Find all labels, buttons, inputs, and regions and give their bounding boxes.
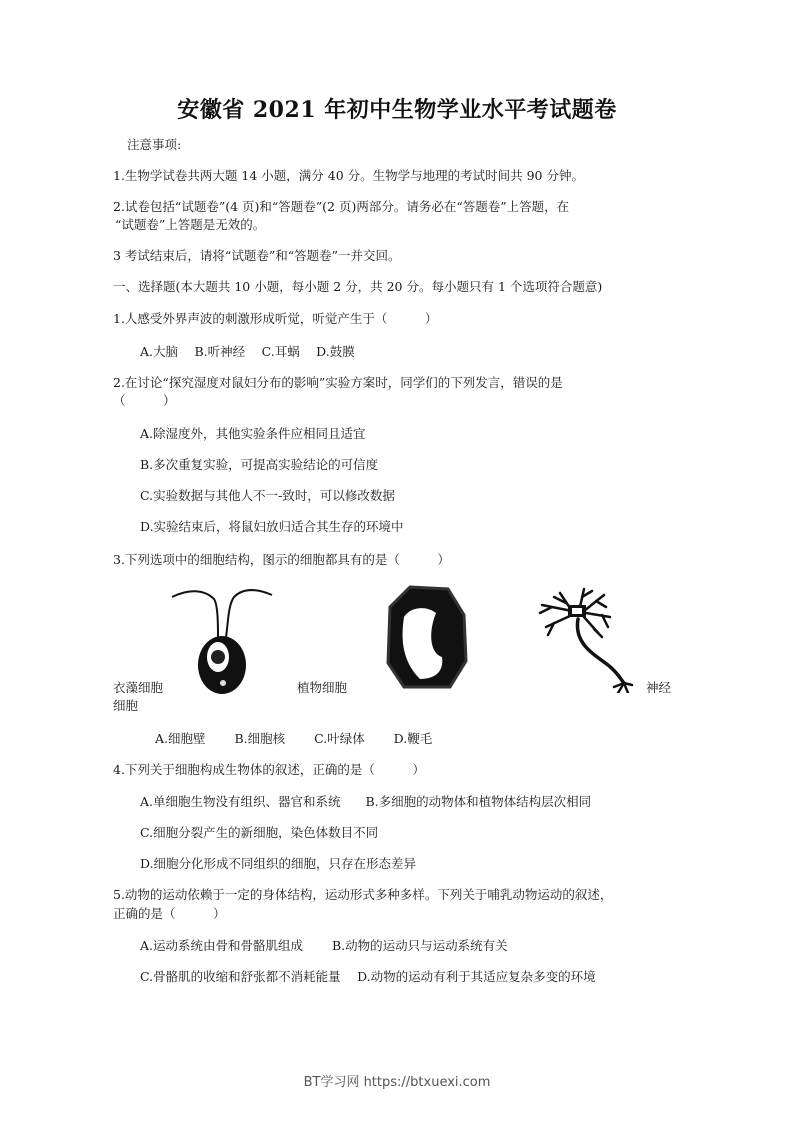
question-5-stem: 5.动物的运动依赖于一定的身体结构，运动形式多种多样。下列关于哺乳动物运动的叙述， [113,887,613,902]
question-2-option-a: A.除湿度外，其他实验条件应相同且适宜 [140,426,366,441]
question-2-option-c: C.实验数据与其他人不一-致时，可以修改数据 [140,488,395,503]
notice-item-2: 2.试卷包括“试题卷”(4 页)和“答题卷”(2 页)两部分。请务必在“答题卷”上答题，在 [113,199,570,214]
question-5-options-cd: C.骨骼肌的收缩和舒张都不消耗能量 D.动物的运动有利于其适应复杂多变的环境 [140,969,596,984]
figure-label-plant-cell: 植物细胞 [297,680,348,695]
chlamydomonas-cell-figure [168,585,278,695]
notice-item-2-cont: “试题卷”上答题是无效的。 [115,217,266,232]
plant-cell-figure [380,583,475,693]
question-5-options-ab: A.运动系统由骨和骨骼肌组成 B.动物的运动只与运动系统有关 [140,938,508,953]
figure-label-chlamydomonas-cont: 细胞 [113,698,139,713]
question-2-stem-cont: （ ） [113,393,176,408]
question-4-options-ab: A.单细胞生物没有组织、器官和系统 B.多细胞的动物体和植物体结构层次相同 [140,794,592,809]
question-3-stem: 3.下列选项中的细胞结构，图示的细胞都具有的是（ ） [113,552,450,567]
figure-label-neuron: 神经 [646,680,672,695]
question-4-stem: 4.下列关于细胞构成生物体的叙述，正确的是（ ） [113,762,425,777]
figure-label-chlamydomonas: 衣藻细胞 [113,680,164,695]
question-2-stem: 2.在讨论“探究湿度对鼠妇分布的影响”实验方案时，同学们的下列发言，错误的是 [113,375,563,390]
question-1-options: A.大脑 B.听神经 C.耳蜗 D.鼓膜 [140,344,355,359]
question-5-stem-cont: 正确的是（ ） [113,906,226,921]
footer-watermark: BT学习网 https://btxuexi.com [303,1075,491,1090]
question-2-option-d: D.实验结束后，将鼠妇放归适合其生存的环境中 [140,519,404,534]
page-title: 安徽省 2021 年初中生物学业水平考试题卷 [177,97,617,123]
question-1-stem: 1.人感受外界声波的刺激形成听觉，听觉产生于（ ） [113,311,438,326]
question-4-option-c: C.细胞分裂产生的新细胞，染色体数目不同 [140,825,379,840]
notice-heading: 注意事项: [127,137,182,152]
notice-item-3: 3 考试结束后，请将“试题卷”和“答题卷”一并交回。 [113,248,401,263]
section-heading: 一、选择题(本大题共 10 小题，每小题 2 分，共 20 分。每小题只有 1 个选项符合题意) [113,279,603,294]
neuron-cell-figure [532,583,642,693]
question-2-option-b: B.多次重复实验，可提高实验结论的可信度 [140,457,379,472]
question-3-options: A.细胞壁 B.细胞核 C.叶绿体 D.鞭毛 [155,731,433,746]
question-4-option-d: D.细胞分化形成不同组织的细胞，只存在形态差异 [140,856,417,871]
notice-item-1: 1.生物学试卷共两大题 14 小题，满分 40 分。生物学与地理的考试时间共 90 分钟。 [113,168,584,183]
